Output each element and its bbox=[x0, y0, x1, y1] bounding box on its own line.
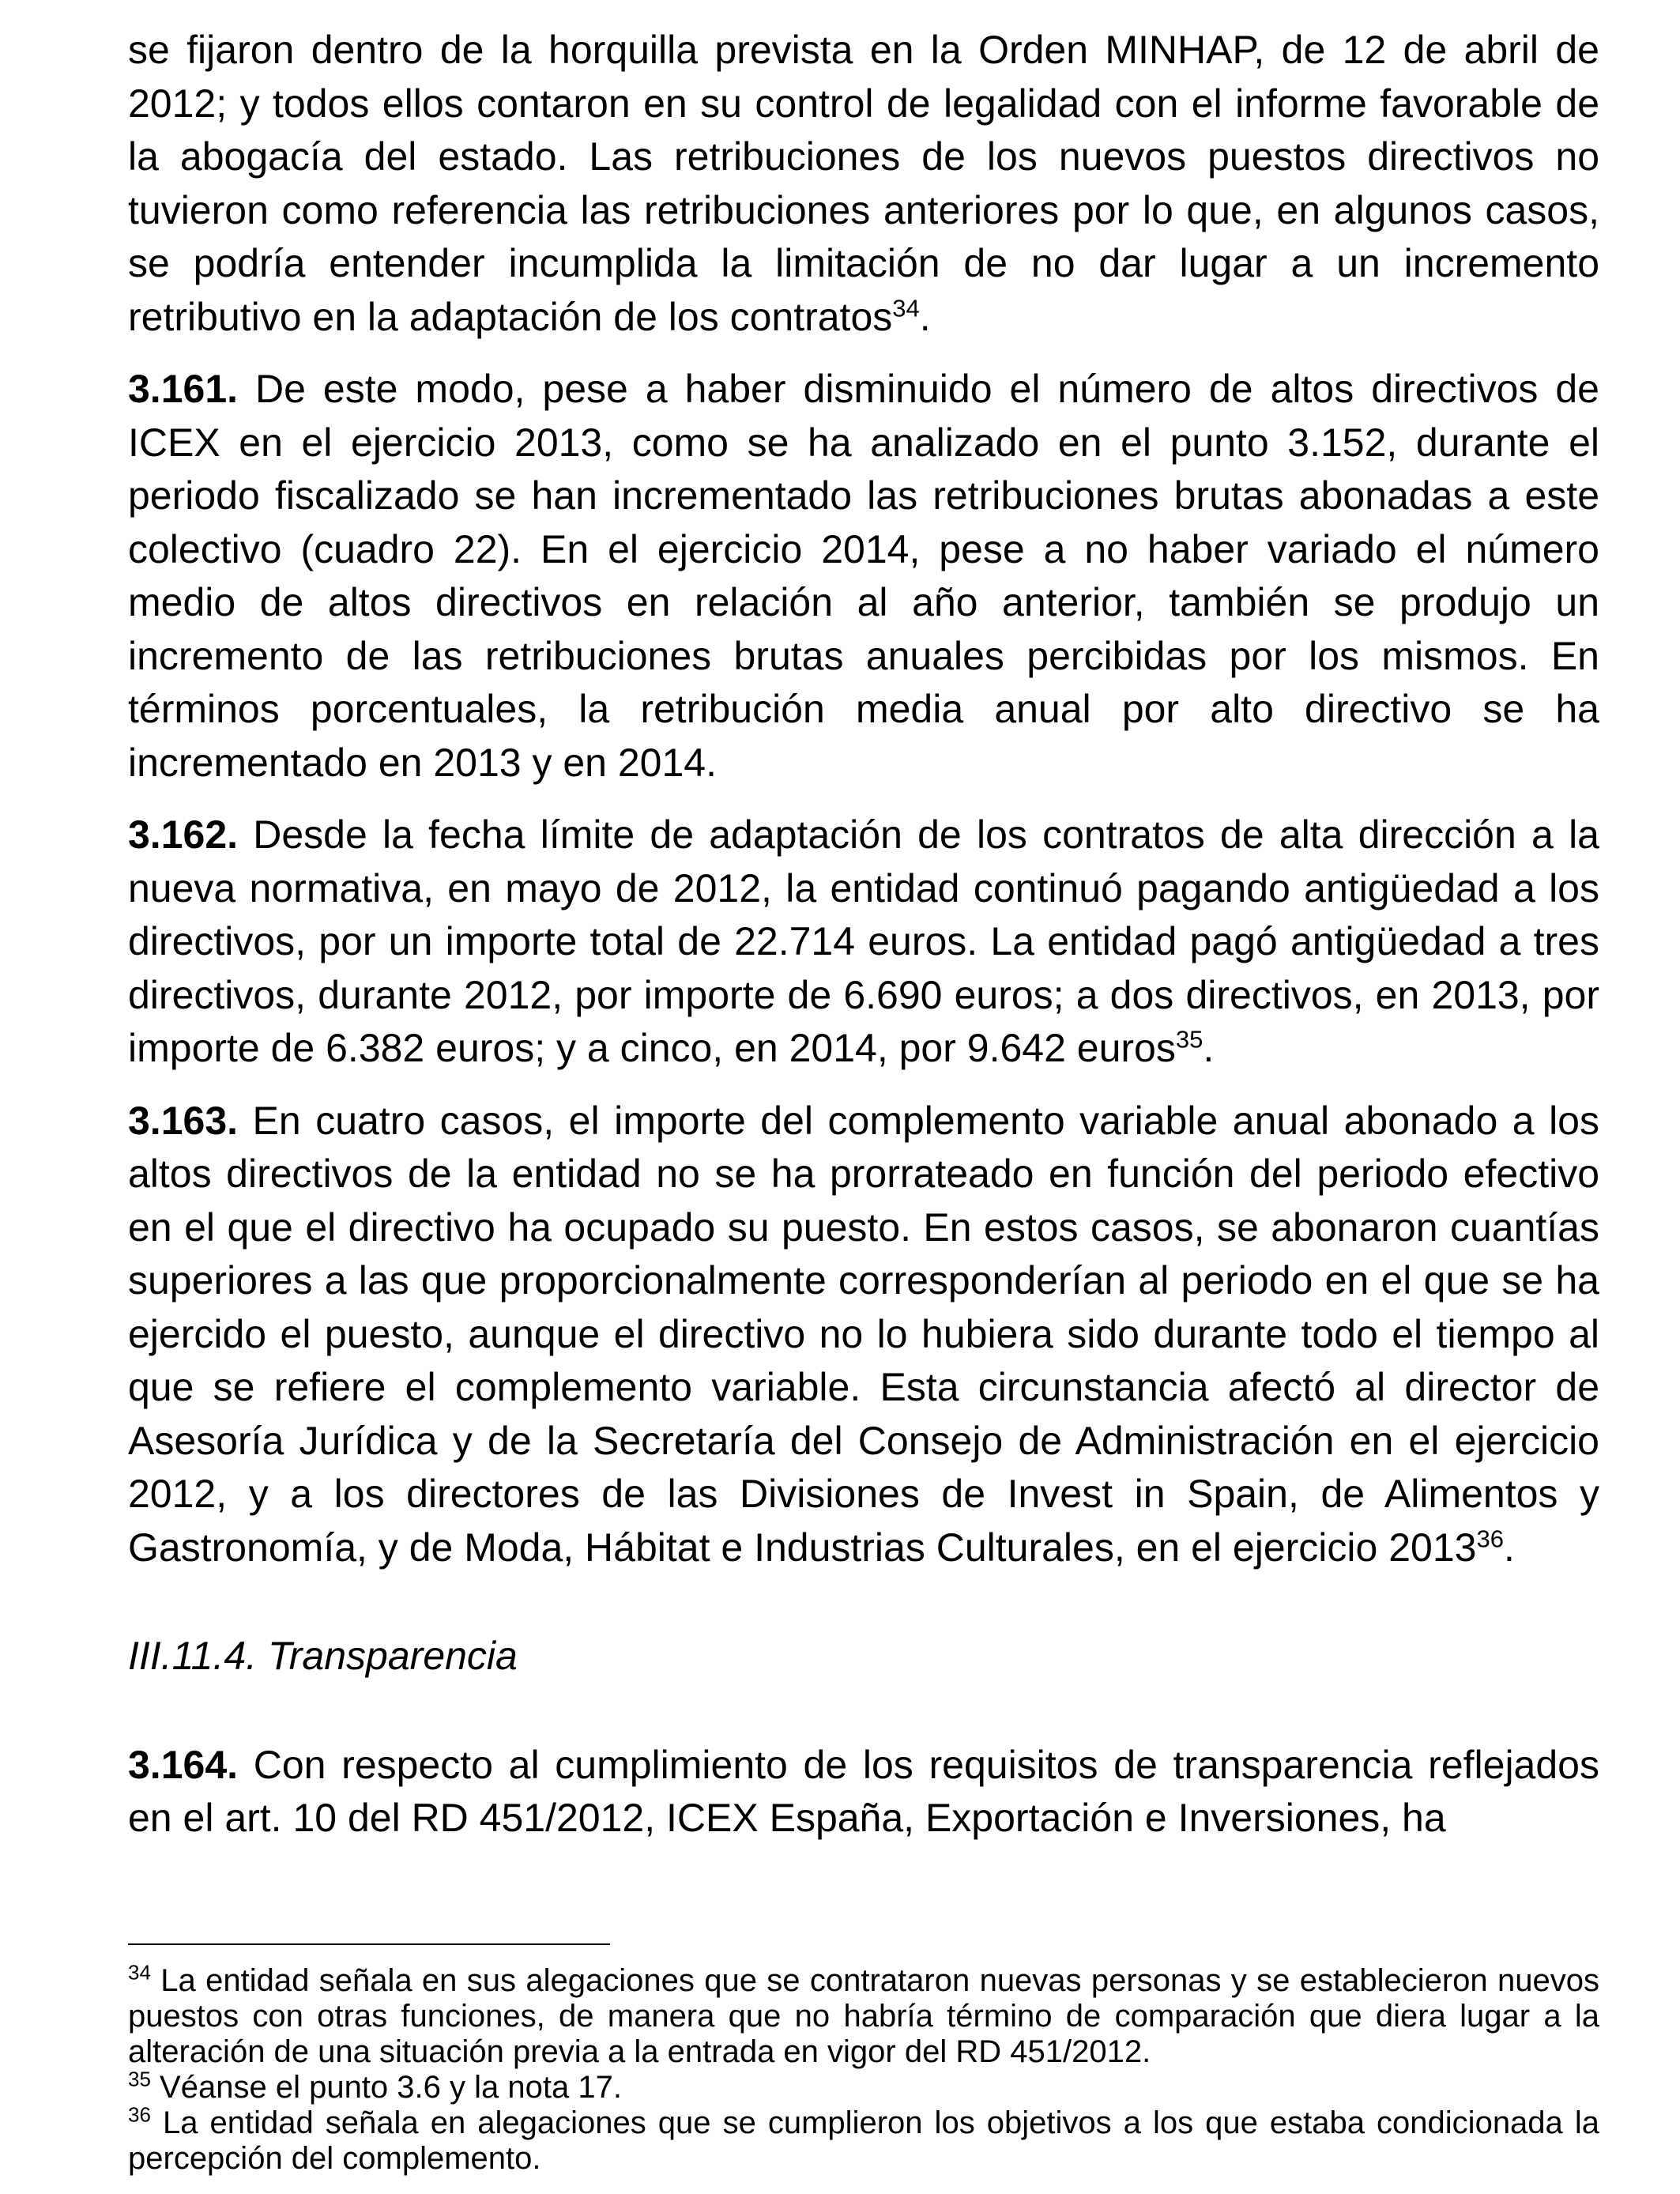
document-body bbox=[128, 24, 1599, 1864]
footnote-text: La entidad señala en alegaciones que se cumplieron los objetivos a los que estaba condicionada la percepción del complemento. bbox=[128, 2105, 1599, 2176]
footnote-ref-34[interactable]: 34 bbox=[892, 293, 920, 322]
section-heading: III.11.4. Transparencia bbox=[128, 1634, 518, 1678]
footnote-number: 36 bbox=[128, 2102, 151, 2127]
paragraph-3-164 bbox=[128, 1739, 1599, 1845]
paragraph-number: 3.164. bbox=[128, 1742, 239, 1787]
footnote-ref-35[interactable]: 35 bbox=[1175, 1025, 1203, 1054]
footnote-ref-36[interactable]: 36 bbox=[1476, 1524, 1504, 1552]
paragraph-text: De este modo, pese a haber disminuido el número de altos directivos de ICEX en el ejercicio 2013, como se ha analizado en el punto 3.152, durante el periodo fiscalizado se han incrementado las retribuciones brutas abonadas a este colectivo (cuadro 22). En el ejercicio 2014, pese a no haber variado el número medio de altos directivos en relación al año anterior, también se produjo un incremento de las retribuciones brutas anuales percibidas por los mismos. En términos porcentuales, la retribución media anual por alto directivo se ha incrementado en 2013 y en 2014. bbox=[128, 367, 1599, 785]
paragraph-3-163 bbox=[128, 1095, 1599, 1575]
paragraph-tail: . bbox=[1203, 1026, 1215, 1070]
paragraph-tail: . bbox=[919, 294, 931, 339]
footnote-text: Véanse el punto 3.6 y la nota 17. bbox=[160, 2070, 622, 2105]
paragraph-text: Con respecto al cumplimiento de los requisitos de transparencia reflejados en el art. 10 del RD 451/2012, ICEX España, Exportación e Inversiones, ha bbox=[128, 1742, 1599, 1840]
footnote-35 bbox=[128, 2067, 1599, 2105]
paragraph-3-162 bbox=[128, 809, 1599, 1076]
footnote-34 bbox=[128, 1960, 1599, 2070]
paragraph-tail: . bbox=[1503, 1525, 1515, 1570]
paragraph-text: En cuatro casos, el importe del complemento variable anual abonado a los altos directivos de la entidad no se ha prorrateado en función del periodo efectivo en el que el directivo ha ocupado su puesto. En estos casos, se abonaron cuantías superiores a las que proporcionalmente corresponderían al periodo en el que se ha ejercido el puesto, aunque el directivo no lo hubiera sido durante todo el tiempo al que se refiere el complemento variable. Esta circunstancia afectó al director de Asesoría Jurídica y de la Secretaría del Consejo de Administración en el ejercicio 2012, y a los directores de las Divisiones de Invest in Spain, de Alimentos y Gastronomía, y de Moda, Hábitat e Industrias Culturales, en el ejercicio 2013 bbox=[128, 1098, 1599, 1570]
paragraph-number: 3.162. bbox=[128, 812, 239, 857]
footnotes bbox=[128, 1960, 1599, 2177]
paragraph-number: 3.163. bbox=[128, 1098, 239, 1143]
footnote-number: 35 bbox=[128, 2067, 151, 2091]
footnote-number: 34 bbox=[128, 1960, 151, 1985]
paragraph-3-161 bbox=[128, 363, 1599, 790]
paragraph-number: 3.161. bbox=[128, 367, 239, 411]
footnote-36 bbox=[128, 2102, 1599, 2177]
paragraph-text: se fijaron dentro de la horquilla prevista en la Orden MINHAP, de 12 de abril de 2012; y todos ellos contaron en su control de legalidad con el informe favorable de la abogacía del estado. Las retribuciones de los nuevos puestos directivos no tuvieron como referencia las retribuciones anteriores por lo que, en algunos casos, se podría entender incumplida la limitación de no dar lugar a un incremento retributivo en la adaptación de los contratos bbox=[128, 28, 1599, 339]
footnote-text: La entidad señala en sus alegaciones que se contrataron nuevas personas y se establecieron nuevos puestos con otras funciones, de manera que no habría término de comparación que diera lugar a la alteración de una situación previa a la entrada en vigor del RD 451/2012. bbox=[128, 1963, 1599, 2069]
footnote-separator bbox=[128, 1943, 610, 1945]
paragraph-text: Desde la fecha límite de adaptación de los contratos de alta dirección a la nueva normativa, en mayo de 2012, la entidad continuó pagando antigüedad a los directivos, por un importe total de 22.714 euros. La entidad pagó antigüedad a tres directivos, durante 2012, por importe de 6.690 euros; a dos directivos, en 2013, por importe de 6.382 euros; y a cinco, en 2014, por 9.642 euros bbox=[128, 812, 1599, 1070]
paragraph-continuation bbox=[128, 24, 1599, 344]
